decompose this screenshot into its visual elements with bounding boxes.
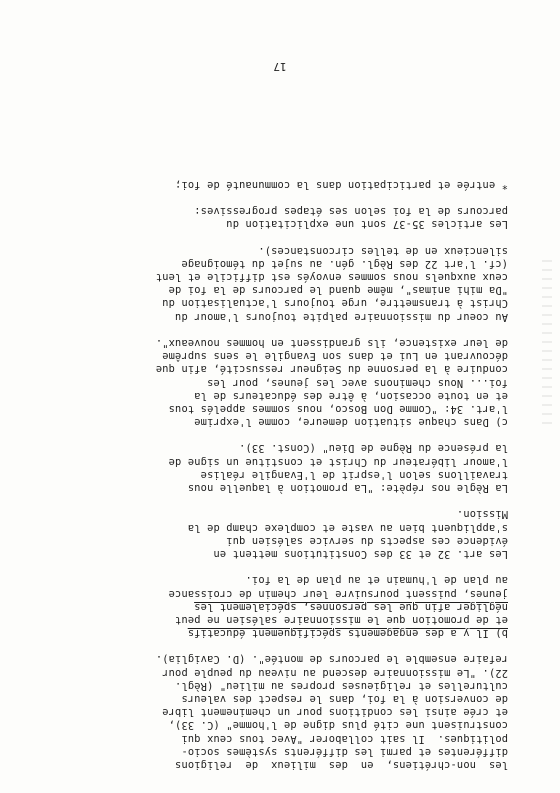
text-line: négliger afin que les personnes, spécialement les — [194, 600, 508, 613]
text-line: la présence du Règne de Dieu" (Const. 33). — [238, 442, 508, 455]
text-line: Mission. — [456, 508, 508, 521]
paragraph-gap — [58, 639, 508, 652]
text-line: conduire à la personne du Seigneur ressuscité, afin que — [155, 363, 508, 376]
body-text — [58, 178, 508, 771]
text-line: au plan de l'humain et au plan de la foi. — [245, 574, 508, 587]
text-line: de leur existence, ils grandissent en hommes nouveaux". — [155, 337, 508, 349]
page-number: 17 — [273, 60, 287, 73]
text-line: travaillons selon l'esprit de l'Evangile réalise — [200, 468, 508, 481]
text-line: différentes et parmi les différents systèmes socio- — [181, 745, 508, 758]
text-line: politiques. Il sait collaborer "Avec tous ceux qui — [181, 732, 508, 745]
text-line: b) Il y a des engagements spécifiquement éducatifs — [187, 627, 508, 640]
text-line: * entrée et participation dans la communauté de foi; — [174, 178, 508, 191]
text-line: La Règle nos répète: "La promotion à laquelle nous — [187, 482, 508, 495]
text-line: s'appliquent bien au vaste et complexe champ de la — [187, 521, 508, 534]
text-line: culturelles et religieuses propres au milieu" (Règl. — [174, 679, 508, 692]
text-line: Au coeur du missionnaire palpite toujours l'amour du — [174, 310, 508, 323]
text-line: de conversion à la foi, dans le respect des valeurs — [181, 693, 508, 706]
text-line: "Da mihi animas", même quand le parcours de la foi de — [168, 284, 508, 297]
text-line: ceux auxquels nous sommes envoyés est difficile et lent — [155, 271, 508, 284]
show-through-marks — [542, 260, 552, 430]
text-line: et en toute occasion, à être des éducateurs de la — [194, 389, 508, 402]
text-line: refaire ensemble le parcours de montée". (D. Caviglia). — [155, 653, 508, 666]
text-line: (cf. l'art 22 des Règl. gén. au sujet du témoignage — [181, 257, 508, 270]
text-line: évidence ces aspects du service salésien qui — [226, 534, 508, 547]
text-line: découvrant en Lui et dans son Evangile le sens suprême — [162, 350, 508, 363]
text-line: les non-chrétiens, en des milieux de religions — [174, 759, 508, 771]
paragraph-gap — [58, 494, 508, 507]
paragraph-gap — [58, 428, 508, 441]
text-line: et crée ainsi les conditions pour un cheminement libre — [162, 706, 508, 719]
text-line: foi... Nous cheminons avec les jeunes, pour les — [206, 376, 508, 389]
text-line: jeunes, puissent poursuivre leur chemin de croissance — [168, 587, 508, 600]
paragraph-gap — [58, 323, 508, 336]
paragraph-gap — [58, 230, 508, 243]
text-line: Christ à transmettre, urge toujours l'actualisation du — [162, 297, 508, 310]
text-line: Les art. 32 et 33 des Constitutions mettent en — [213, 548, 508, 560]
text-line: 22). "Le missionnaire descend au niveau du peuple pour — [162, 666, 508, 679]
text-line: silencieux en de telles circonstances). — [258, 244, 508, 257]
text-line: l'amour libérateur du Christ et constitue un signe de — [168, 455, 508, 468]
paragraph-gap — [58, 191, 508, 204]
text-line: l'art. 34: "Comme Don Bosco, nous sommes appelés tous — [168, 402, 508, 415]
text-line: Les articles 35-37 sont une explicitation du — [226, 218, 508, 231]
text-line: construisent une cité plus digne de l'homme" (C. 33), — [168, 719, 508, 732]
text-line: et de promotion que le missionnaire salésien ne peut — [174, 613, 508, 626]
paragraph-gap — [58, 560, 508, 573]
text-line: parcours de la foi selon ses étapes progressives: — [194, 205, 508, 218]
text-line: c) Dans chaque situation demeure, comme l'exprime — [194, 416, 508, 429]
